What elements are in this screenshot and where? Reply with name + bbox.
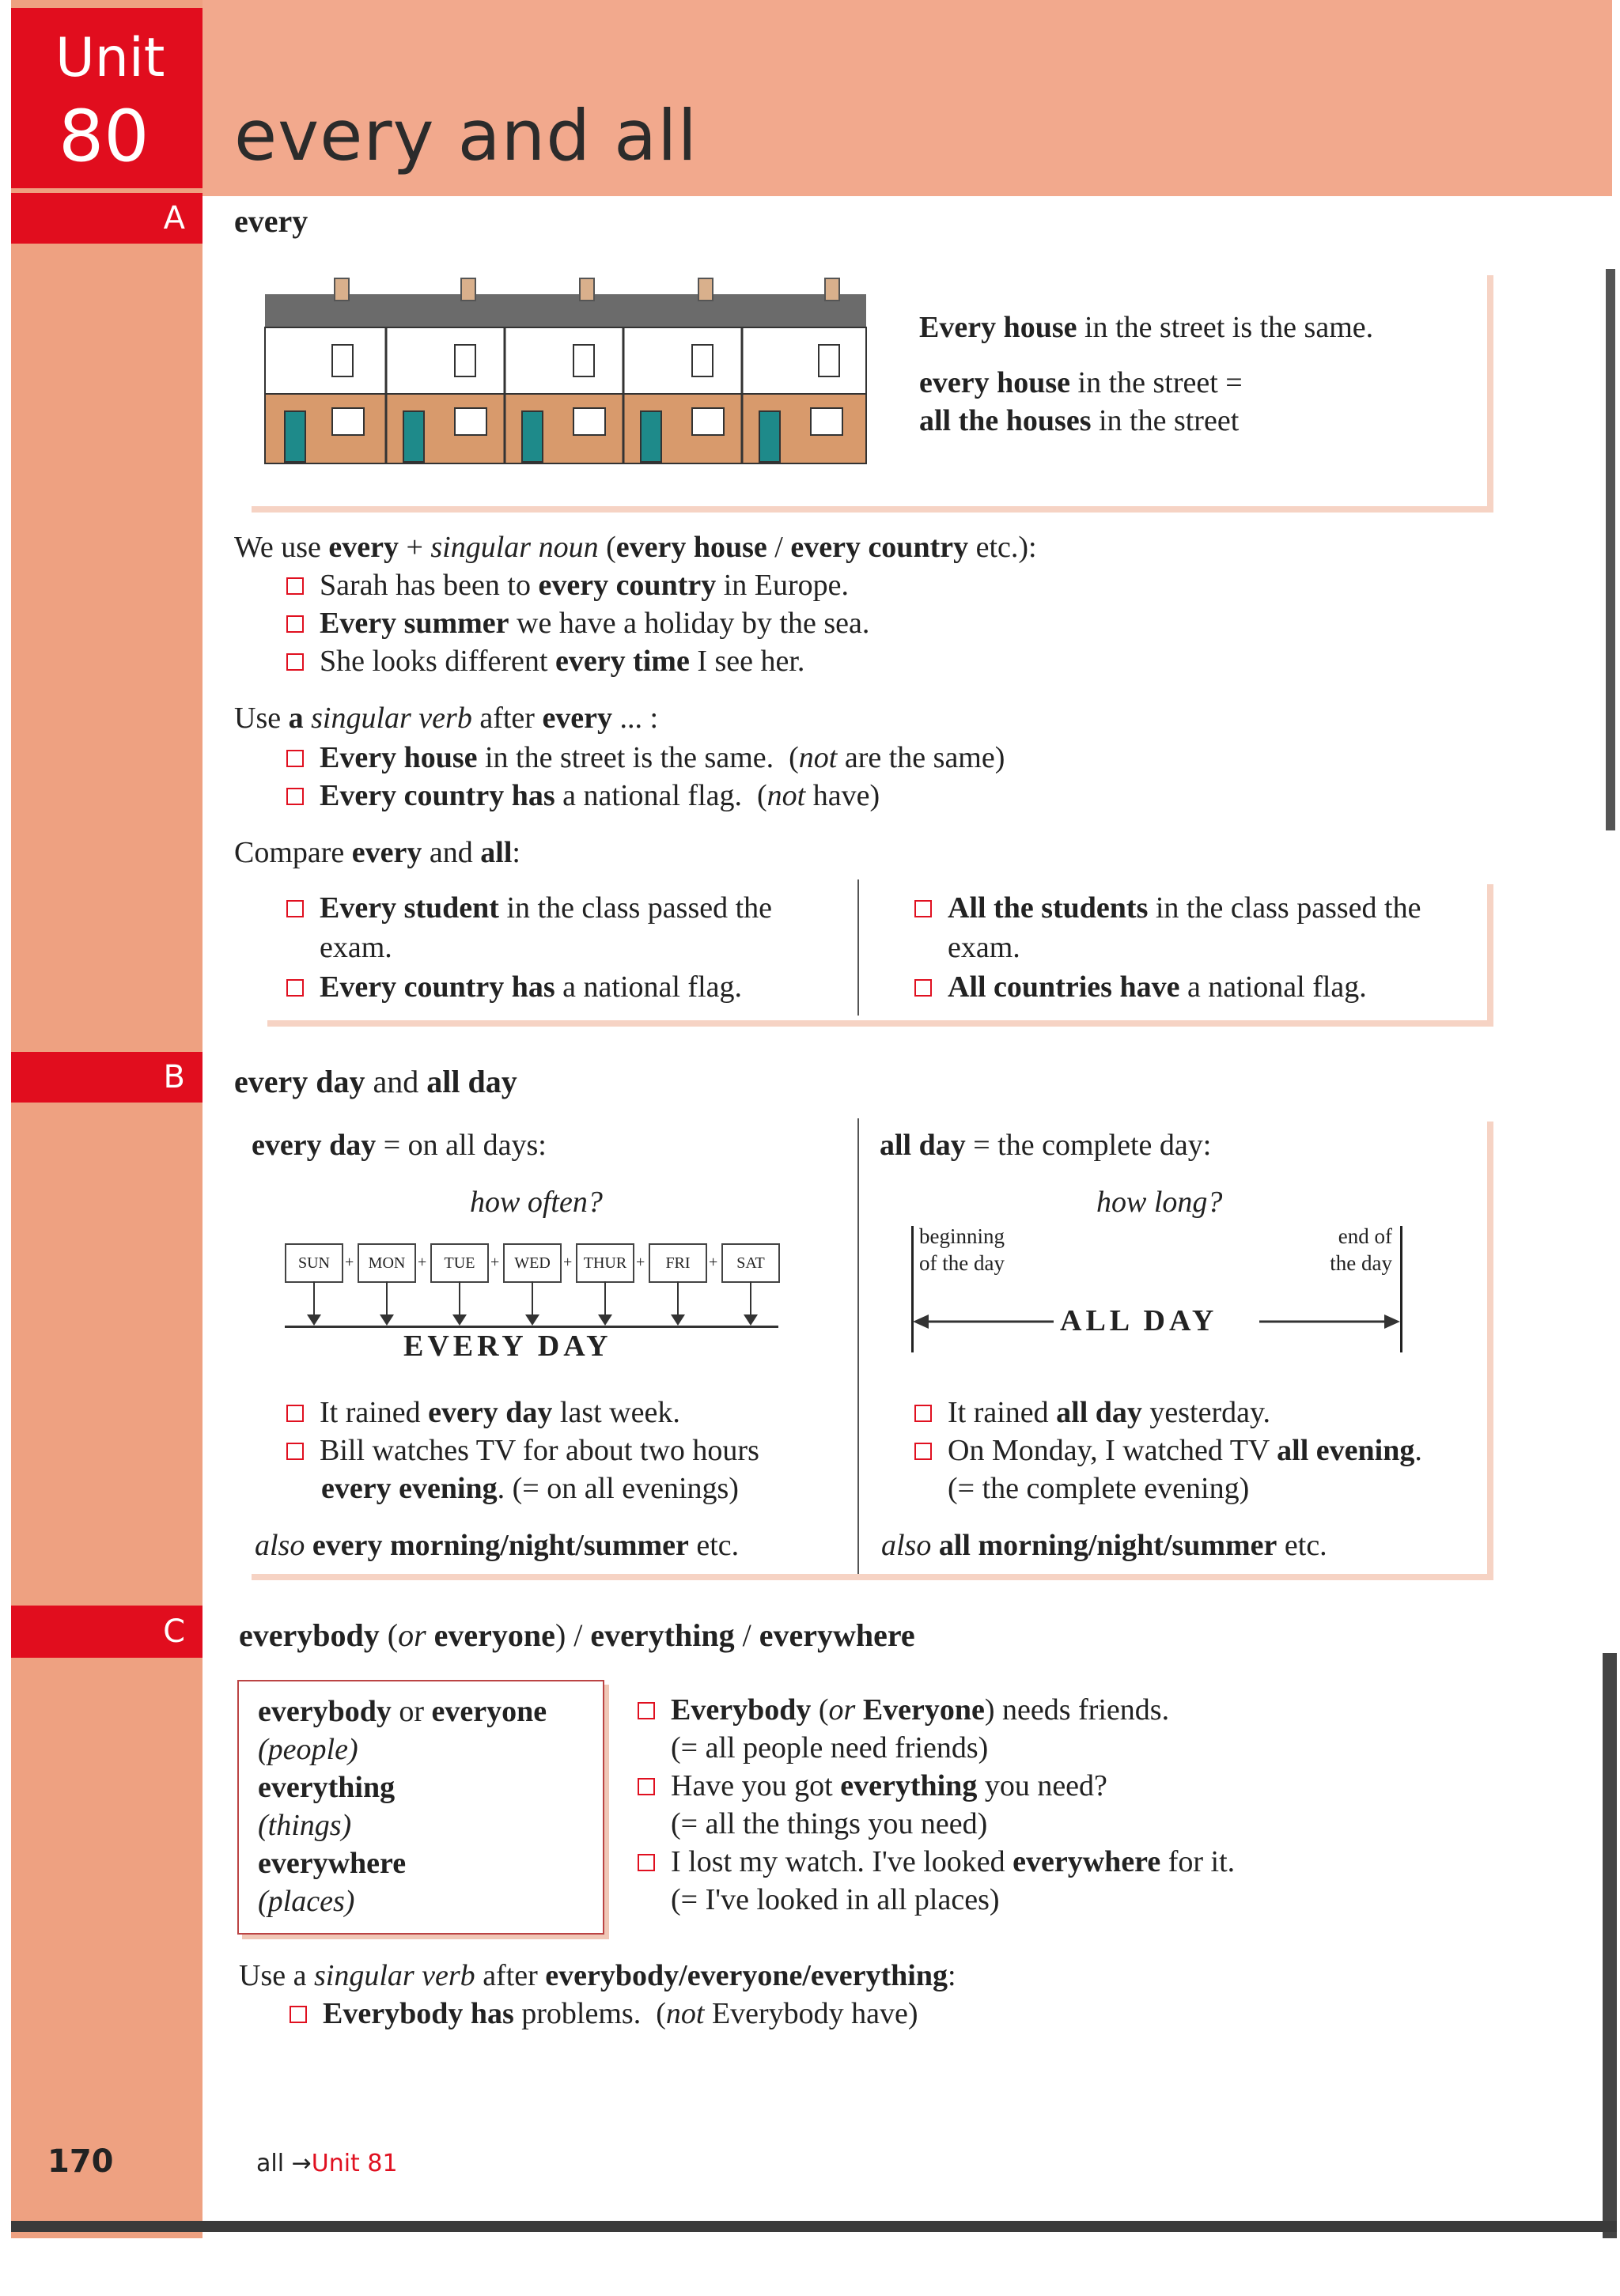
day-box-tue: TUE xyxy=(430,1243,489,1283)
divider xyxy=(857,879,859,1016)
example-continuation: exam. xyxy=(948,931,1020,964)
example-item: Everybody has problems. (not Everybody have) xyxy=(285,1995,918,2033)
all-day-definition: all day = the complete day: xyxy=(880,1129,1212,1162)
all-day-label: ALL DAY xyxy=(1060,1304,1218,1337)
box-things: (things) xyxy=(258,1809,352,1842)
right-edge-mark xyxy=(1606,269,1615,830)
example-item: She looks different every time I see her. xyxy=(282,642,804,680)
unit-number: 80 xyxy=(59,95,150,178)
day-box-thur: THUR xyxy=(576,1243,634,1283)
example-item: Every country has a national flag. (not have) xyxy=(282,777,880,815)
plus-sign: + xyxy=(563,1254,573,1271)
example-item: Bill watches TV for about two hours xyxy=(282,1432,759,1470)
box-everywhere: everywhere xyxy=(258,1847,407,1880)
day-box-fri: FRI xyxy=(649,1243,707,1283)
rule-singular-verb-c: Use a singular verb after everybody/everyone/everything: xyxy=(239,1959,956,1992)
section-a-heading: every xyxy=(234,203,308,239)
also-line: also every morning/night/summer etc. xyxy=(255,1529,740,1562)
day-box-sun: SUN xyxy=(285,1243,343,1283)
timeline-line xyxy=(285,1326,778,1328)
example-continuation: (= I've looked in all places) xyxy=(671,1883,1000,1916)
every-day-definition: every day = on all days: xyxy=(252,1129,547,1162)
example-item: Every house in the street is the same. (not are the same) xyxy=(282,739,1005,777)
unit-81-link[interactable]: Unit 81 xyxy=(311,2150,398,2177)
unit-badge xyxy=(11,8,202,188)
box-line-2: every house in the street = xyxy=(919,366,1243,399)
down-arrow-icon xyxy=(532,1281,533,1322)
example-item: Every country has a national flag. xyxy=(282,968,742,1006)
box-everything: everything xyxy=(258,1771,396,1804)
down-arrow-icon xyxy=(677,1281,679,1322)
divider xyxy=(857,1118,859,1574)
day-box-mon: MON xyxy=(358,1243,416,1283)
example-item: Everybody (or Everyone) needs friends. xyxy=(633,1691,1169,1729)
also-line: also all morning/night/summer etc. xyxy=(881,1529,1327,1562)
end-marker xyxy=(1400,1226,1402,1352)
section-c-marker: C xyxy=(11,1606,202,1658)
terraced-houses-illustration xyxy=(261,277,870,475)
example-item: I lost my watch. I've looked everywhere for it. xyxy=(633,1843,1235,1881)
plus-sign: + xyxy=(345,1254,354,1271)
right-edge-mark xyxy=(1603,1653,1617,2238)
unit-label: Unit xyxy=(55,27,165,89)
box-line-3: all the houses in the street xyxy=(919,404,1240,437)
example-item: It rained every day last week. xyxy=(282,1394,680,1432)
how-often-label: how often? xyxy=(470,1186,603,1219)
left-margin-column xyxy=(11,0,202,2238)
beginning-label: beginning of the day xyxy=(919,1224,1005,1275)
rule-singular-noun: We use every + singular noun (every house / every country etc.): xyxy=(234,531,1037,564)
example-item: All the students in the class passed the xyxy=(910,889,1421,927)
box-places: (places) xyxy=(258,1885,355,1918)
down-arrow-icon xyxy=(313,1281,315,1322)
page-title: every and all xyxy=(234,95,698,176)
example-item: All countries have a national flag. xyxy=(910,968,1367,1006)
down-arrow-icon xyxy=(750,1281,751,1322)
end-label: end of the day xyxy=(1330,1224,1392,1275)
example-item: Have you got everything you need? xyxy=(633,1767,1107,1805)
compare-line: Compare every and all: xyxy=(234,836,520,869)
section-a-marker: A xyxy=(11,193,202,244)
example-continuation: every evening. (= on all evenings) xyxy=(321,1472,739,1505)
box-line-1: Every house in the street is the same. xyxy=(919,311,1374,344)
example-continuation: (= all people need friends) xyxy=(671,1731,989,1765)
plus-sign: + xyxy=(636,1254,645,1271)
example-continuation: (= the complete evening) xyxy=(948,1472,1250,1505)
section-b-marker: B xyxy=(11,1052,202,1103)
how-long-label: how long? xyxy=(1096,1186,1223,1219)
example-continuation: (= all the things you need) xyxy=(671,1807,988,1840)
section-c-heading: everybody (or everyone) / everything / everywhere xyxy=(239,1617,915,1653)
example-item: On Monday, I watched TV all evening. xyxy=(910,1432,1422,1470)
cross-reference: all →Unit 81 xyxy=(256,2150,398,2177)
down-arrow-icon xyxy=(604,1281,606,1322)
example-item: Every student in the class passed the xyxy=(282,889,772,927)
box-everybody: everybody or everyone xyxy=(258,1695,547,1728)
example-item: Every summer we have a holiday by the sea. xyxy=(282,604,869,642)
plus-sign: + xyxy=(709,1254,718,1271)
plus-sign: + xyxy=(490,1254,500,1271)
down-arrow-icon xyxy=(386,1281,388,1322)
down-arrow-icon xyxy=(459,1281,460,1322)
rule-singular-verb: Use a singular verb after every ... : xyxy=(234,702,659,735)
day-box-wed: WED xyxy=(503,1243,562,1283)
example-item: Sarah has been to every country in Europe. xyxy=(282,566,849,604)
page-number: 170 xyxy=(47,2143,114,2180)
example-continuation: exam. xyxy=(320,931,392,964)
start-marker xyxy=(911,1226,914,1352)
example-item: It rained all day yesterday. xyxy=(910,1394,1270,1432)
plus-sign: + xyxy=(418,1254,427,1271)
every-day-label: EVERY DAY xyxy=(403,1330,612,1363)
day-box-sat: SAT xyxy=(721,1243,780,1283)
box-people: (people) xyxy=(258,1733,358,1766)
bottom-rule xyxy=(11,2221,1617,2232)
section-b-heading: every day and all day xyxy=(234,1064,517,1099)
